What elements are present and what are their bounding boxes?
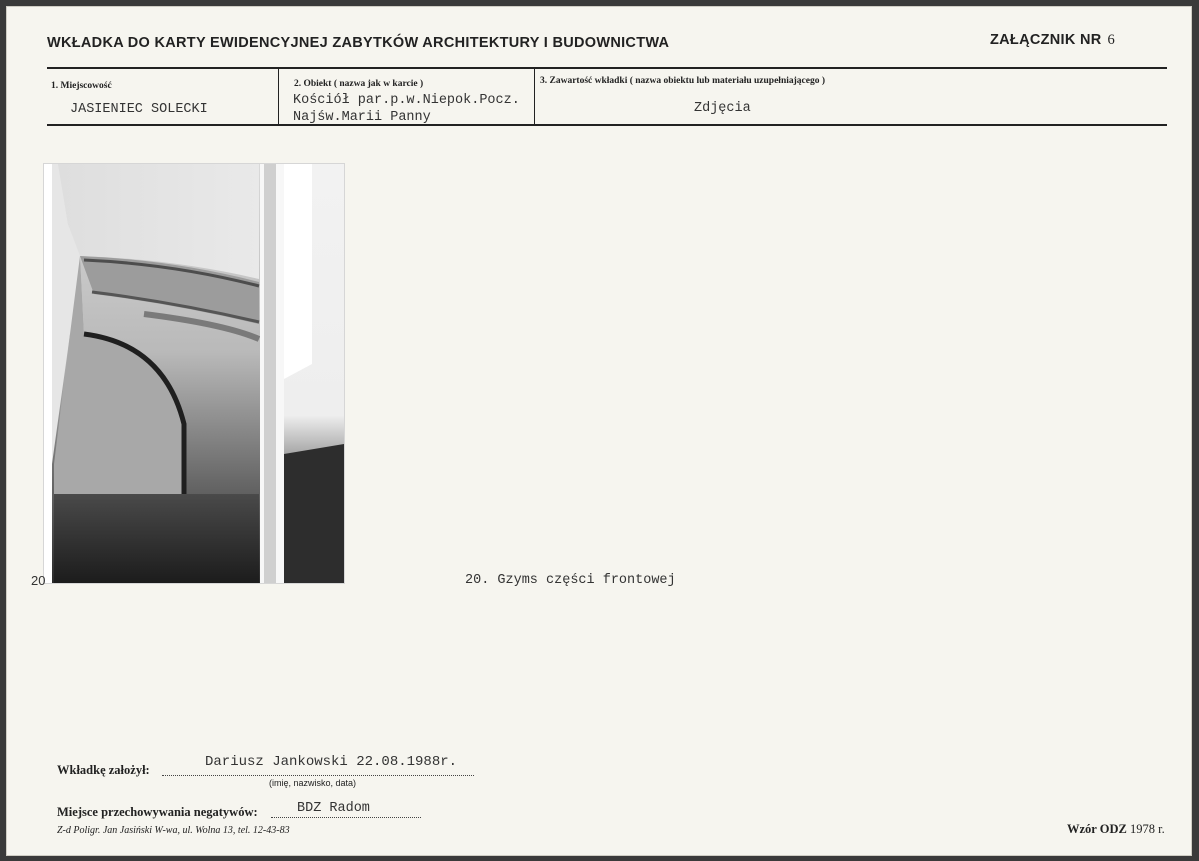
object-label: 2. Obiekt ( nazwa jak w karcie ) — [294, 79, 424, 89]
locality-label: 1. Miejscowość — [51, 81, 112, 91]
photo-number: 20 — [31, 573, 46, 588]
photo-caption: 20. Gzyms części frontowej — [465, 573, 676, 588]
annex-label-text: ZAŁĄCZNIK NR — [990, 32, 1102, 48]
contents-value: Zdjęcia — [694, 101, 751, 116]
negatives-location-value: BDZ Radom — [297, 801, 370, 816]
locality-value: JASIENIEC SOLECKI — [70, 102, 208, 117]
printer-imprint: Z-d Poligr. Jan Jasiński W-wa, ul. Wolna 13, tel. 12-43-83 — [57, 825, 290, 836]
contents-label: 3. Zawartość wkładki ( nazwa obiektu lub materiału uzupełniającego ) — [540, 76, 826, 86]
created-by-hint: (imię, nazwisko, data) — [269, 778, 357, 788]
field-divider-2 — [534, 69, 535, 124]
page-title: WKŁADKA DO KARTY EWIDENCYJNEJ ZABYTKÓW ARCHITEKTURY I BUDOWNICTWA — [47, 35, 670, 51]
created-by-value: Dariusz Jankowski 22.08.1988r. — [205, 754, 458, 770]
form-model — [1067, 822, 1165, 837]
negatives-location-label: Miejsce przechowywania negatywów: — [57, 805, 258, 819]
created-by-dotted-line — [162, 775, 474, 776]
header-top-rule — [47, 67, 1167, 69]
form-model-label: Wzór ODZ — [1067, 822, 1127, 836]
annex-label — [990, 32, 1115, 49]
cornice-photograph — [43, 163, 345, 584]
field-divider-1 — [278, 69, 279, 124]
object-value-line2: Najśw.Marii Panny — [293, 110, 431, 125]
created-by-label: Wkładkę założył: — [57, 763, 150, 777]
annex-number: 6 — [1107, 32, 1116, 48]
form-model-year: 1978 r. — [1129, 822, 1165, 836]
cornice-photo-image — [44, 164, 344, 583]
header-bottom-rule — [47, 124, 1167, 126]
inventory-insert-card — [6, 6, 1192, 856]
negatives-dotted-line — [271, 817, 421, 818]
object-value-line1: Kościół par.p.w.Niepok.Pocz. — [293, 93, 520, 108]
